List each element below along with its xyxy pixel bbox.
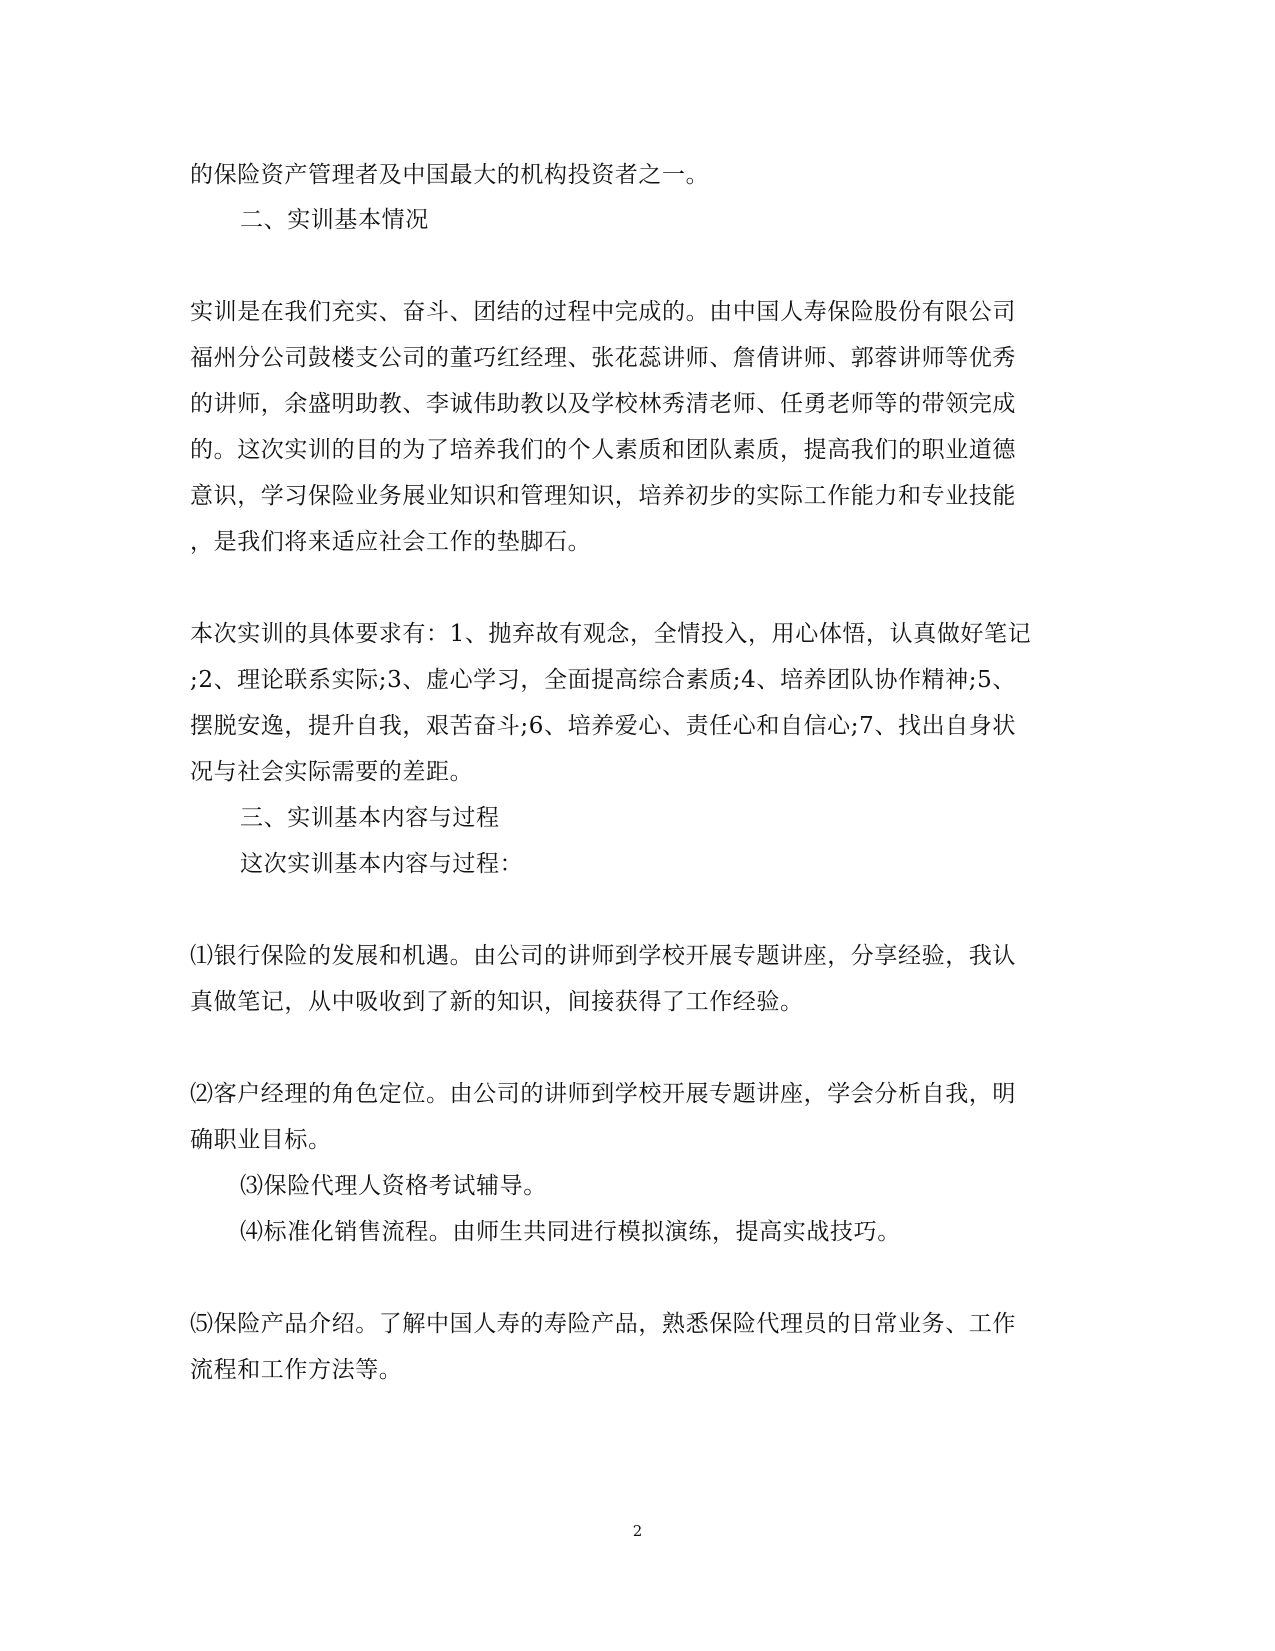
- list-item: ⑸保险产品介绍。了解中国人寿的寿险产品，熟悉保险代理员的日常业务、工作: [190, 1311, 1016, 1337]
- list-item: ⑴银行保险的发展和机遇。由公司的讲师到学校开展专题讲座，分享经验，我认: [190, 943, 1016, 969]
- section-heading: 三、实训基本内容与过程: [240, 805, 500, 831]
- paragraph-line: 摆脱安逸，提升自我，艰苦奋斗;6、培养爱心、责任心和自信心;7、找出自身状: [190, 713, 1016, 739]
- paragraph-line: 意识，学习保险业务展业知识和管理知识，培养初步的实际工作能力和专业技能: [190, 483, 1016, 509]
- page-number: 2: [632, 1522, 643, 1540]
- paragraph-line: ，是我们将来适应社会工作的垫脚石。: [190, 529, 592, 555]
- list-item-continuation: 确职业目标。: [190, 1127, 332, 1153]
- paragraph-line: 的保险资产管理者及中国最大的机构投资者之一。: [190, 162, 710, 188]
- paragraph-line: 福州分公司鼓楼支公司的董巧红经理、张花蕊讲师、詹倩讲师、郭蓉讲师等优秀: [190, 345, 1016, 371]
- section-heading: 二、实训基本情况: [240, 207, 429, 233]
- list-item: ⑶保险代理人资格考试辅导。: [240, 1173, 547, 1199]
- paragraph-line: ;2、理论联系实际;3、虚心学习，全面提高综合素质;4、培养团队协作精神;5、: [190, 667, 1016, 693]
- paragraph-line: 这次实训基本内容与过程：: [240, 851, 524, 877]
- list-item: ⑵客户经理的角色定位。由公司的讲师到学校开展专题讲座，学会分析自我，明: [190, 1081, 1016, 1107]
- list-item-continuation: 真做笔记，从中吸收到了新的知识，间接获得了工作经验。: [190, 989, 804, 1015]
- paragraph-line: 况与社会实际需要的差距。: [190, 759, 474, 785]
- paragraph-line: 的讲师，余盛明助教、李诚伟助教以及学校林秀清老师、任勇老师等的带领完成: [190, 391, 1016, 417]
- paragraph-line: 实训是在我们充实、奋斗、团结的过程中完成的。由中国人寿保险股份有限公司: [190, 299, 1016, 325]
- list-item-continuation: 流程和工作方法等。: [190, 1357, 403, 1383]
- paragraph-line: 的。这次实训的目的为了培养我们的个人素质和团队素质，提高我们的职业道德: [190, 437, 1016, 463]
- list-item: ⑷标准化销售流程。由师生共同进行模拟演练，提高实战技巧。: [240, 1219, 901, 1245]
- paragraph-line: 本次实训的具体要求有：1、抛弃故有观念，全情投入，用心体悟，认真做好笔记: [190, 621, 1032, 647]
